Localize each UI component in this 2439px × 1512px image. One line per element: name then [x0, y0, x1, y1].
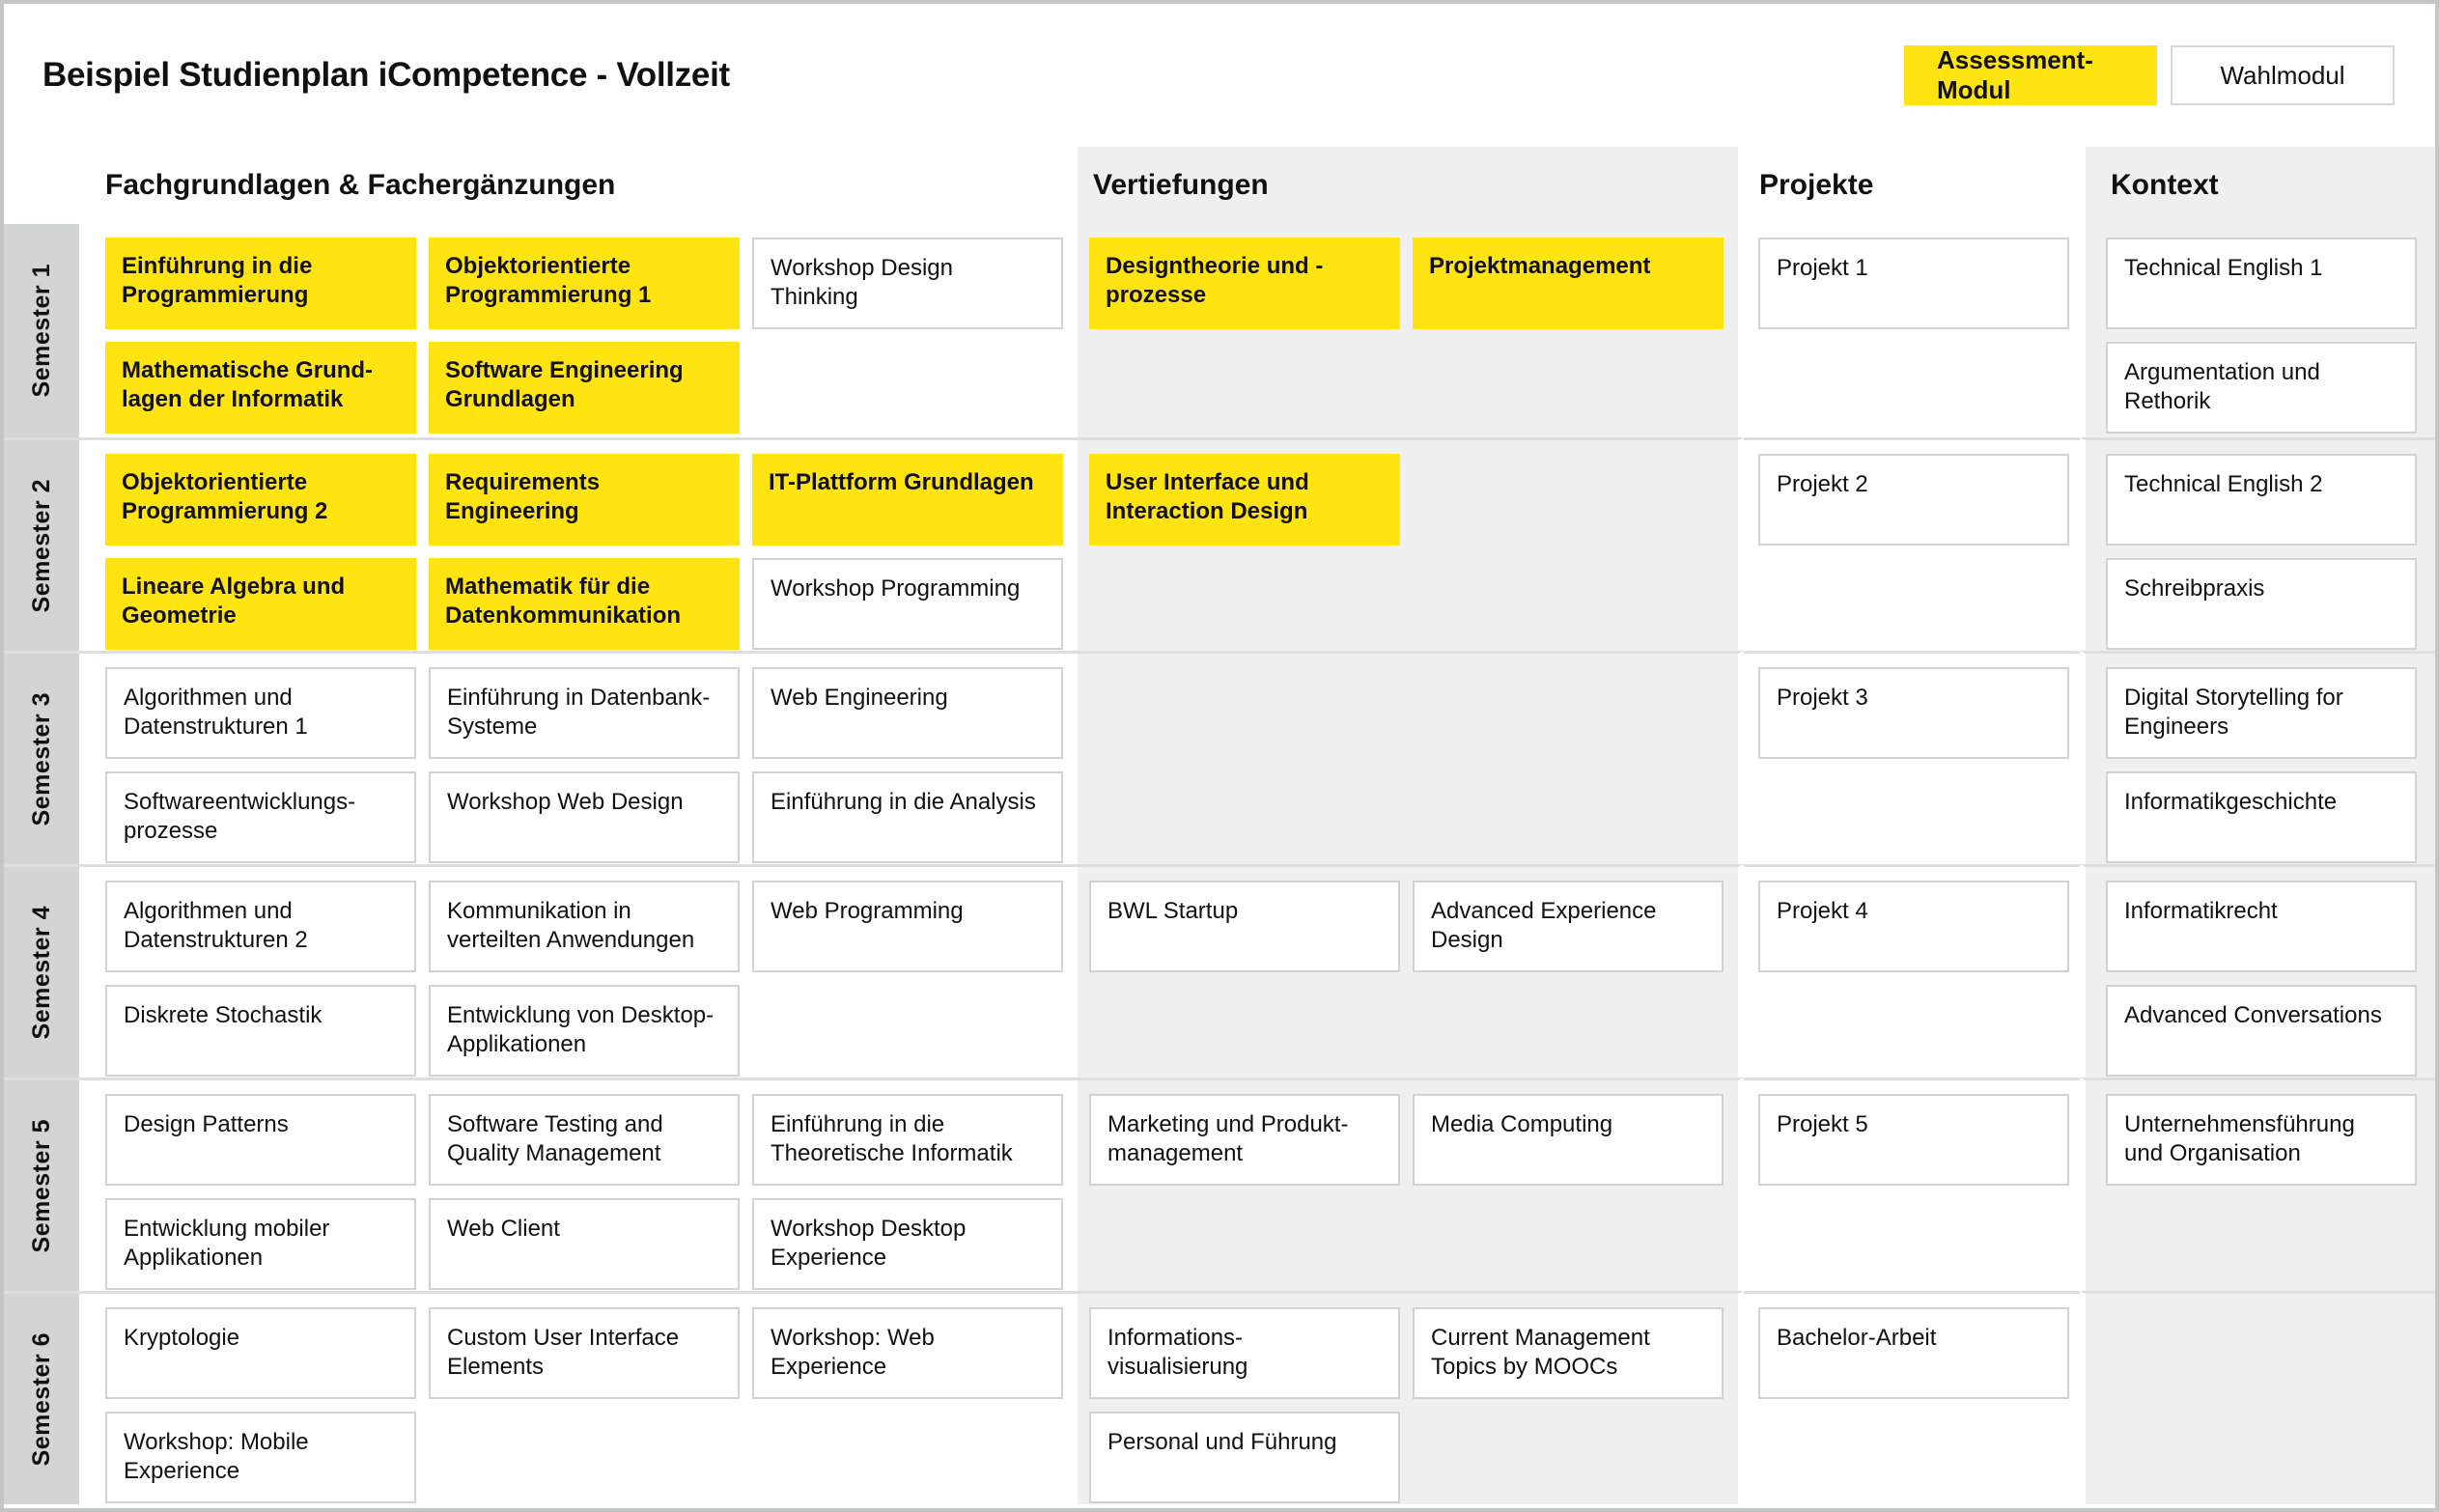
column-cell-fach	[79, 224, 1078, 437]
wahlmodul-card: Personal und Führung	[1089, 1412, 1400, 1503]
column-cell-projekte	[1744, 437, 2080, 651]
wahlmodul-card: Media Computing	[1413, 1094, 1724, 1186]
semester-row	[4, 864, 2435, 1078]
wahlmodul-card: Schreibpraxis	[2106, 558, 2417, 650]
column-cell-vertiefungen	[1078, 864, 1744, 1078]
assessment-module-card: Requirements Engineering	[429, 454, 740, 546]
semester-label: Semester 2	[27, 478, 55, 613]
wahlmodul-card: Projekt 1	[1758, 238, 2069, 329]
semester-sidebar	[4, 437, 79, 651]
wahlmodul-card: Advanced Conversations	[2106, 985, 2417, 1077]
column-cell-kontext	[2080, 864, 2435, 1078]
semester-label: Semester 5	[27, 1118, 55, 1253]
semester-row	[4, 1291, 2435, 1504]
column-cell-kontext	[2080, 437, 2435, 651]
assessment-module-card: Objektorientierte Programmierung 1	[429, 238, 740, 329]
wahlmodul-card: Workshop Web Design	[429, 771, 740, 863]
wahlmodul-card: Einführung in die Analysis	[752, 771, 1063, 863]
wahlmodul-card: Web Engineering	[752, 667, 1063, 759]
semester-label: Semester 1	[27, 264, 55, 398]
semester-sidebar	[4, 651, 79, 864]
semester-sidebar	[4, 224, 79, 437]
wahlmodul-card: Kryptologie	[105, 1307, 416, 1399]
assessment-module-card: Software Engineering Grundlagen	[429, 342, 740, 434]
wahlmodul-card: Design Patterns	[105, 1094, 416, 1186]
wahlmodul-card: Custom User Interface Elements	[429, 1307, 740, 1399]
assessment-module-card: Lineare Algebra und Geometrie	[105, 558, 416, 650]
wahlmodul-card: Einführung in die Theoretische Informatik	[752, 1094, 1063, 1186]
wahlmodul-card: BWL Startup	[1089, 881, 1400, 972]
wahlmodul-card: Software Testing and Quality Management	[429, 1094, 740, 1186]
column-cell-vertiefungen	[1078, 651, 1744, 864]
semester-sidebar	[4, 864, 79, 1078]
column-cell-vertiefungen	[1078, 224, 1744, 437]
wahlmodul-card: Argumentation und Rethorik	[2106, 342, 2417, 434]
column-header-fachgrundlagen: Fachgrundlagen & Fachergänzungen	[79, 147, 1078, 224]
wahlmodul-card: Web Client	[429, 1198, 740, 1290]
assessment-module-card: Mathematik für die Datenkommunikation	[429, 558, 740, 650]
page-title: Beispiel Studienplan iCompetence - Vollzeit	[42, 56, 730, 94]
column-cell-projekte	[1744, 224, 2080, 437]
column-cell-fach	[79, 437, 1078, 651]
semester-row	[4, 437, 2435, 651]
wahlmodul-card: Einführung in Datenbank-Systeme	[429, 667, 740, 759]
column-headers-row	[4, 147, 2435, 224]
wahlmodul-card: Workshop Desktop Experience	[752, 1198, 1063, 1290]
column-cell-vertiefungen	[1078, 1078, 1744, 1291]
column-cell-fach	[79, 864, 1078, 1078]
wahlmodul-card: Projekt 3	[1758, 667, 2069, 759]
wahlmodul-card: Technical English 2	[2106, 454, 2417, 546]
semester-label: Semester 4	[27, 905, 55, 1040]
wahlmodul-card: Workshop Design Thinking	[752, 238, 1063, 329]
column-cell-kontext	[2080, 1291, 2435, 1504]
semester-row	[4, 224, 2435, 437]
header-spacer	[4, 147, 79, 224]
wahlmodul-card: Algorithmen und Datenstrukturen 2	[105, 881, 416, 972]
column-header-kontext: Kontext	[2080, 147, 2435, 224]
wahlmodul-card: Workshop: Web Experience	[752, 1307, 1063, 1399]
wahlmodul-card: Projekt 2	[1758, 454, 2069, 546]
semester-label: Semester 3	[27, 691, 55, 826]
column-cell-kontext	[2080, 651, 2435, 864]
column-cell-fach	[79, 1291, 1078, 1504]
legend	[1904, 45, 2395, 105]
wahlmodul-card: Projekt 4	[1758, 881, 2069, 972]
semester-row	[4, 1078, 2435, 1291]
wahlmodul-card: Technical English 1	[2106, 238, 2417, 329]
column-cell-projekte	[1744, 1291, 2080, 1504]
semester-sidebar	[4, 1291, 79, 1504]
topbar	[4, 4, 2435, 147]
column-cell-projekte	[1744, 864, 2080, 1078]
column-cell-projekte	[1744, 651, 2080, 864]
column-header-projekte: Projekte	[1744, 147, 2080, 224]
assessment-module-card: Mathematische Grund-lagen der Informatik	[105, 342, 416, 434]
wahlmodul-card: Algorithmen und Datenstrukturen 1	[105, 667, 416, 759]
wahlmodul-card: Informatikrecht	[2106, 881, 2417, 972]
wahlmodul-card: Projekt 5	[1758, 1094, 2069, 1186]
column-cell-kontext	[2080, 224, 2435, 437]
wahlmodul-card: Workshop: Mobile Experience	[105, 1412, 416, 1503]
wahlmodul-card: Informations-visualisierung	[1089, 1307, 1400, 1399]
column-cell-kontext	[2080, 1078, 2435, 1291]
semester-label: Semester 6	[27, 1331, 55, 1467]
wahlmodul-card: Workshop Programming	[752, 558, 1063, 650]
column-cell-vertiefungen	[1078, 1291, 1744, 1504]
column-cell-projekte	[1744, 1078, 2080, 1291]
legend-wahlmodul-chip: Wahlmodul	[2171, 45, 2395, 105]
wahlmodul-card: Marketing und Produkt-management	[1089, 1094, 1400, 1186]
wahlmodul-card: Digital Storytelling for Engineers	[2106, 667, 2417, 759]
column-cell-fach	[79, 1078, 1078, 1291]
wahlmodul-card: Informatikgeschichte	[2106, 771, 2417, 863]
legend-assessment-chip: Assessment-Modul	[1904, 45, 2157, 105]
semester-sidebar	[4, 1078, 79, 1291]
wahlmodul-card: Softwareentwicklungs-prozesse	[105, 771, 416, 863]
semester-row	[4, 651, 2435, 864]
wahlmodul-card: Bachelor-Arbeit	[1758, 1307, 2069, 1399]
wahlmodul-card: Entwicklung von Desktop-Applikationen	[429, 985, 740, 1077]
assessment-module-card: Designtheorie und -prozesse	[1089, 238, 1400, 329]
assessment-module-card: User Interface und Interaction Design	[1089, 454, 1400, 546]
column-cell-fach	[79, 651, 1078, 864]
assessment-module-card: Einführung in die Programmierung	[105, 238, 416, 329]
assessment-module-card: IT-Plattform Grundlagen	[752, 454, 1063, 546]
wahlmodul-card: Diskrete Stochastik	[105, 985, 416, 1077]
assessment-module-card: Objektorientierte Programmierung 2	[105, 454, 416, 546]
wahlmodul-card: Unternehmensführung und Organisation	[2106, 1094, 2417, 1186]
column-cell-vertiefungen	[1078, 437, 1744, 651]
wahlmodul-card: Entwicklung mobiler Applikationen	[105, 1198, 416, 1290]
wahlmodul-card: Kommunikation in verteilten Anwendungen	[429, 881, 740, 972]
column-header-vertiefungen: Vertiefungen	[1078, 147, 1744, 224]
wahlmodul-card: Advanced Experience Design	[1413, 881, 1724, 972]
wahlmodul-card: Current Management Topics by MOOCs	[1413, 1307, 1724, 1399]
assessment-module-card: Projektmanagement	[1413, 238, 1724, 329]
wahlmodul-card: Web Programming	[752, 881, 1063, 972]
semester-rows	[4, 224, 2435, 1504]
